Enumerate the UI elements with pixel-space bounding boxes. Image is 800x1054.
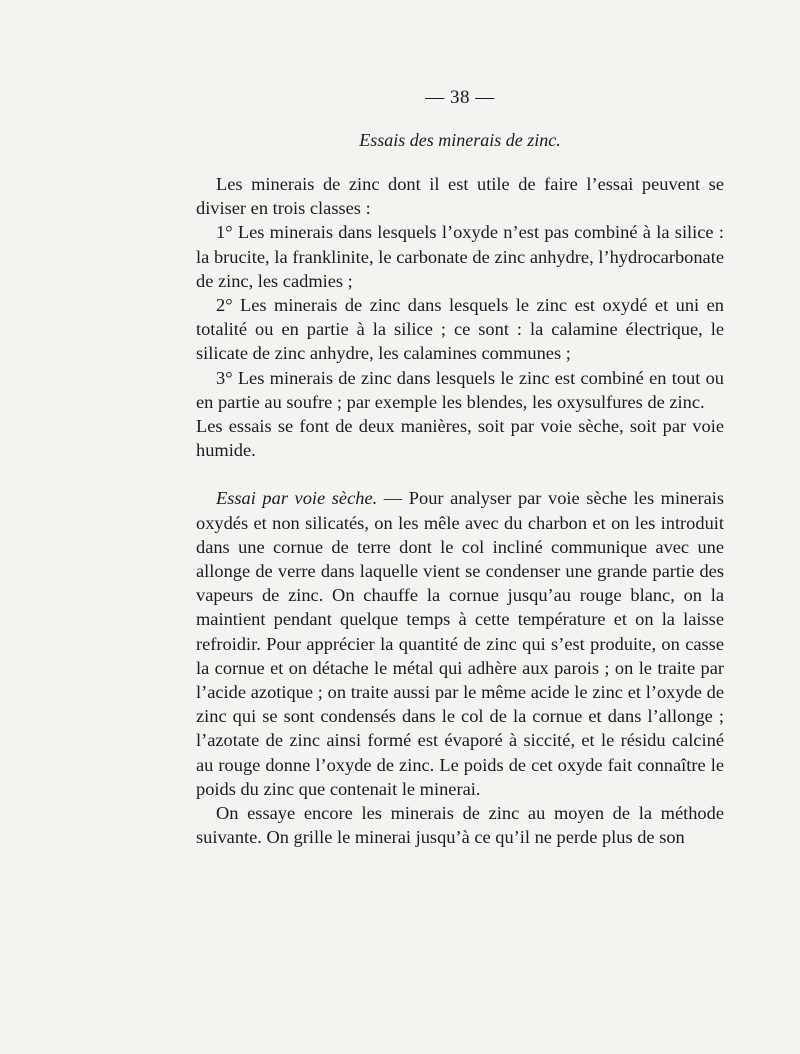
class-two-paragraph: 2° Les minerais de zinc dans lesquels le zinc est oxydé et uni en totalité ou en partie à la silice ; ce sont : la calamine électrique, le silicate de zinc anhydre, les calamines communes ; [196,295,724,364]
dry-assay-heading: Essai par voie sèche. [216,488,378,509]
class-three-paragraph: 3° Les minerais de zinc dans lesquels le zinc est combiné en tout ou en partie au soufre ; par exemple les blendes, les oxysulfures de zinc. [196,367,724,412]
intro-paragraph: Les minerais de zinc dont il est utile de faire l’essai peuvent se diviser en trois classes : [196,174,724,219]
dry-assay-text: Pour analyser par voie sèche les minerais oxydés et non silicatés, on les mêle avec du charbon et on les introduit dans une cornue de terre dont le col incliné communique avec une allonge de verre dans laquelle vient se condenser une grande partie des vapeurs de zinc. On chauffe la cornue jusqu’au rouge blanc, on la maintient pendant quelque temps à cette température et on la laisse refroidir. Pour apprécier la quantité de zinc qui s’est produite, on casse la cornue et on détache le métal qui adhère aux parois ; on le traite par l’acide azotique ; on traite aussi par le même acide le zinc et l’oxyde de zinc qui se sont condensés dans le col de la cornue et dans l’allonge ; l’azotate de zinc ainsi formé est évaporé à siccité, et le résidu calciné au rouge donne l’oxyde de zinc. Le poids de cet oxyde fait connaître le poids du zinc que contenait le minerai. [196,488,725,799]
dry-assay-paragraph [196,486,724,801]
dry-assay-dash: — [377,488,409,509]
method-paragraph: On essaye encore les minerais de zinc au moyen de la méthode suivante. On grille le minerai jusqu’à ce qu’il ne perde plus de son [196,803,724,848]
page-number: — 38 — [425,87,495,108]
class-one-paragraph: 1° Les minerais dans lesquels l’oxyde n’est pas combiné à la silice : la brucite, la franklinite, le carbonate de zinc anhydre, l’hydrocarbonate de zinc, les cadmies ; [196,222,724,291]
methods-paragraph: Les essais se font de deux manières, soit par voie sèche, soit par voie humide. [196,416,724,461]
text-block [196,86,724,849]
section-title: Essais des minerais de zinc. [359,130,561,150]
